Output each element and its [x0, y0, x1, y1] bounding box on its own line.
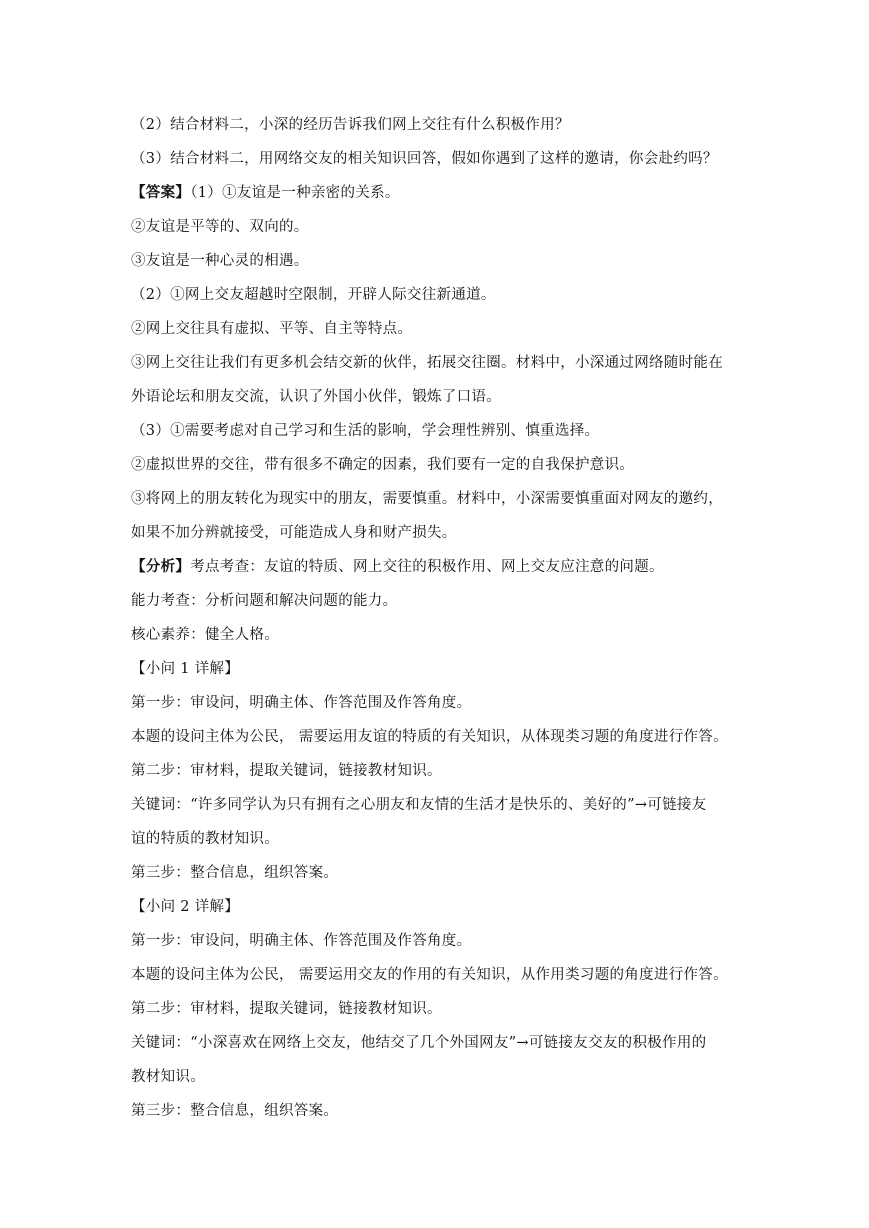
line-text: 教材知识。 [131, 1069, 205, 1085]
answer-line [131, 482, 741, 516]
line-text: ②虚拟世界的交往，带有很多不确定的因素，我们要有一定的自我保护意识。 [131, 457, 635, 473]
line-text: ③网上交往让我们有更多机会结交新的伙伴，拓展交往圈。材料中，小深通过网络随时能在 [131, 355, 723, 371]
explanation-line [131, 992, 741, 1026]
line-text: 第二步：审材料，提取关键词，链接教材知识。 [131, 1001, 442, 1017]
line-text: （3）结合材料二，用网络交友的相关知识回答，假如你遇到了这样的邀请，你会赴约吗？ [131, 151, 718, 167]
line-text: 第三步：整合信息，组织答案。 [131, 865, 339, 881]
explanation-line [131, 788, 741, 822]
answer-line [131, 346, 741, 380]
line-text: （1）①友谊是一种亲密的关系。 [190, 185, 400, 201]
line-text: 能力考查：分析问题和解决问题的能力。 [131, 593, 398, 609]
line-text: 本题的设问主体为公民， 需要运用交友的作用的有关知识，从作用类习题的角度进行作答。 [131, 967, 728, 983]
line-text: 关键词：“小深喜欢在网络上交友，他结交了几个外国网友”→可链接友交友的积极作用的 [131, 1035, 707, 1051]
document-body [131, 108, 741, 1128]
line-text: ②友谊是平等的、双向的。 [131, 219, 309, 235]
analysis-line [131, 584, 741, 618]
analysis-line [131, 618, 741, 652]
line-text: 如果不加分辨就接受，可能造成人身和财产损失。 [131, 525, 457, 541]
explanation-line [131, 1026, 741, 1060]
answer-line [131, 448, 741, 482]
analysis-heading-line [131, 550, 741, 584]
explanation-line [131, 924, 741, 958]
line-text: ③将网上的朋友转化为现实中的朋友，需要慎重。材料中，小深需要慎重面对网友的邀约， [131, 491, 723, 507]
explanation-line [131, 958, 741, 992]
line-text: 第一步：审设问，明确主体、作答范围及作答角度。 [131, 933, 472, 949]
answer-line [131, 414, 741, 448]
answer-heading-line [131, 176, 741, 210]
line-text: 第三步：整合信息，组织答案。 [131, 1103, 339, 1119]
explanation-line [131, 1094, 741, 1128]
line-text: 核心素养：健全人格。 [131, 627, 279, 643]
line-text: 本题的设问主体为公民， 需要运用友谊的特质的有关知识，从体现类习题的角度进行作答。 [131, 729, 728, 745]
answer-line [131, 210, 741, 244]
explanation-line [131, 1060, 741, 1094]
explanation-line [131, 686, 741, 720]
line-text: 外语论坛和朋友交流，认识了外国小伙伴，锻炼了口语。 [131, 389, 501, 405]
analysis-tag: 【分析】 [131, 558, 191, 575]
sub-question-1-heading [131, 652, 741, 686]
question-3-line [131, 142, 741, 176]
answer-line [131, 380, 741, 414]
line-text: 第一步：审设问，明确主体、作答范围及作答角度。 [131, 695, 472, 711]
line-text: 【小问 2 详解】 [131, 899, 240, 915]
line-text: （2）结合材料二，小深的经历告诉我们网上交往有什么积极作用？ [131, 117, 570, 133]
question-2-line [131, 108, 741, 142]
line-text: 【小问 1 详解】 [131, 661, 240, 677]
explanation-line [131, 856, 741, 890]
line-text: ③友谊是一种心灵的相遇。 [131, 253, 309, 269]
line-text: 考点考查：友谊的特质、网上交往的积极作用、网上交友应注意的问题。 [190, 559, 664, 575]
explanation-line [131, 754, 741, 788]
line-text: （2）①网上交友超越时空限制，开辟人际交往新通道。 [131, 287, 496, 303]
answer-line [131, 278, 741, 312]
line-text: ②网上交往具有虚拟、平等、自主等特点。 [131, 321, 413, 337]
answer-line [131, 516, 741, 550]
line-text: 关键词：“许多同学认为只有拥有之心朋友和友情的生活才是快乐的、美好的”→可链接友 [131, 797, 707, 813]
line-text: 第二步：审材料，提取关键词，链接教材知识。 [131, 763, 442, 779]
explanation-line [131, 822, 741, 856]
explanation-line [131, 720, 741, 754]
sub-question-2-heading [131, 890, 741, 924]
line-text: （3）①需要考虑对自己学习和生活的影响，学会理性辨别、慎重选择。 [131, 423, 600, 439]
answer-line [131, 312, 741, 346]
answer-line [131, 244, 741, 278]
line-text: 谊的特质的教材知识。 [131, 831, 279, 847]
answer-tag: 【答案】 [131, 184, 191, 201]
